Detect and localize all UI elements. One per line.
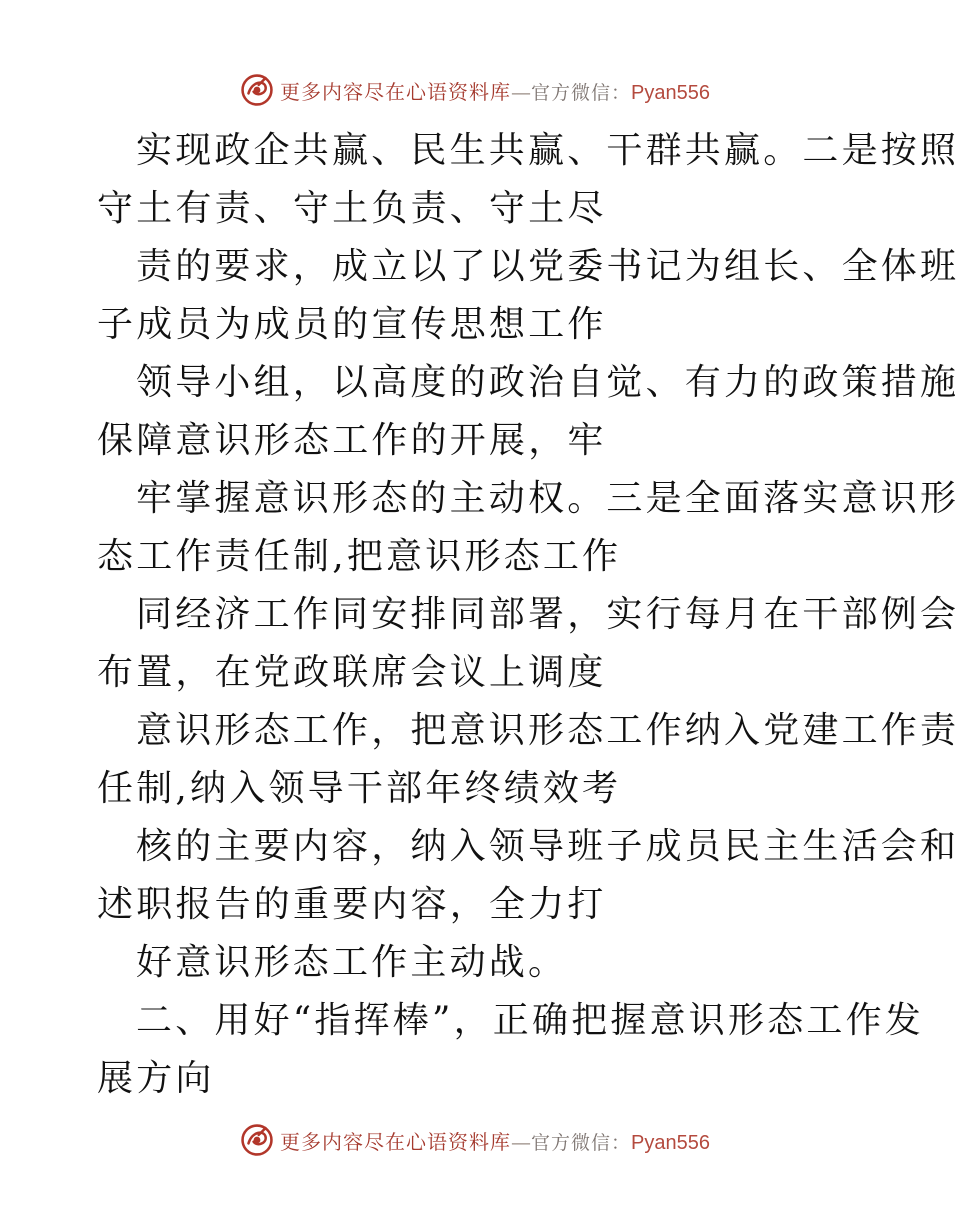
section-heading: 二、用好“指挥棒”，正确把握意识形态工作发 — [136, 1000, 925, 1041]
red-swirl-logo-icon — [240, 73, 274, 107]
text-line: 牢掌握意识形态的主动权。三是全面落实意识形 — [136, 478, 959, 519]
text-line: 领导小组，以高度的政治自觉、有力的政策措施 — [136, 362, 959, 403]
section-heading-continued: 展方向 — [97, 1058, 215, 1099]
text-line: 意识形态工作，把意识形态工作纳入党建工作责 — [136, 710, 959, 751]
text-line: 实现政企共赢、民生共赢、干群共赢。二是按照 — [136, 130, 959, 171]
text-line: 责的要求，成立以了以党委书记为组长、全体班 — [136, 246, 959, 287]
text-line: 好意识形态工作主动战。 — [136, 942, 568, 983]
text-line: 态工作责任制,把意识形态工作 — [97, 536, 622, 577]
text-line: 布置，在党政联席会议上调度 — [97, 652, 607, 693]
document-body — [97, 122, 959, 1108]
text-line: 保障意识形态工作的开展，牢 — [97, 420, 607, 461]
text-line: 同经济工作同安排同部署，实行每月在干部例会 — [136, 594, 959, 635]
watermark-text: 更多内容尽在心语资料库—官方微信：Pyan556 — [280, 1129, 710, 1154]
text-line: 述职报告的重要内容，全力打 — [97, 884, 607, 925]
red-swirl-logo-icon — [240, 1123, 274, 1157]
header-watermark — [0, 70, 950, 110]
text-line: 子成员为成员的宣传思想工作 — [97, 304, 607, 345]
text-line: 守土有责、守土负责、守土尽 — [97, 188, 607, 229]
watermark-text: 更多内容尽在心语资料库—官方微信：Pyan556 — [280, 79, 710, 104]
text-line: 核的主要内容，纳入领导班子成员民主生活会和 — [136, 826, 959, 867]
text-line: 任制,纳入领导干部年终绩效考 — [97, 768, 622, 809]
footer-watermark — [0, 1120, 950, 1160]
